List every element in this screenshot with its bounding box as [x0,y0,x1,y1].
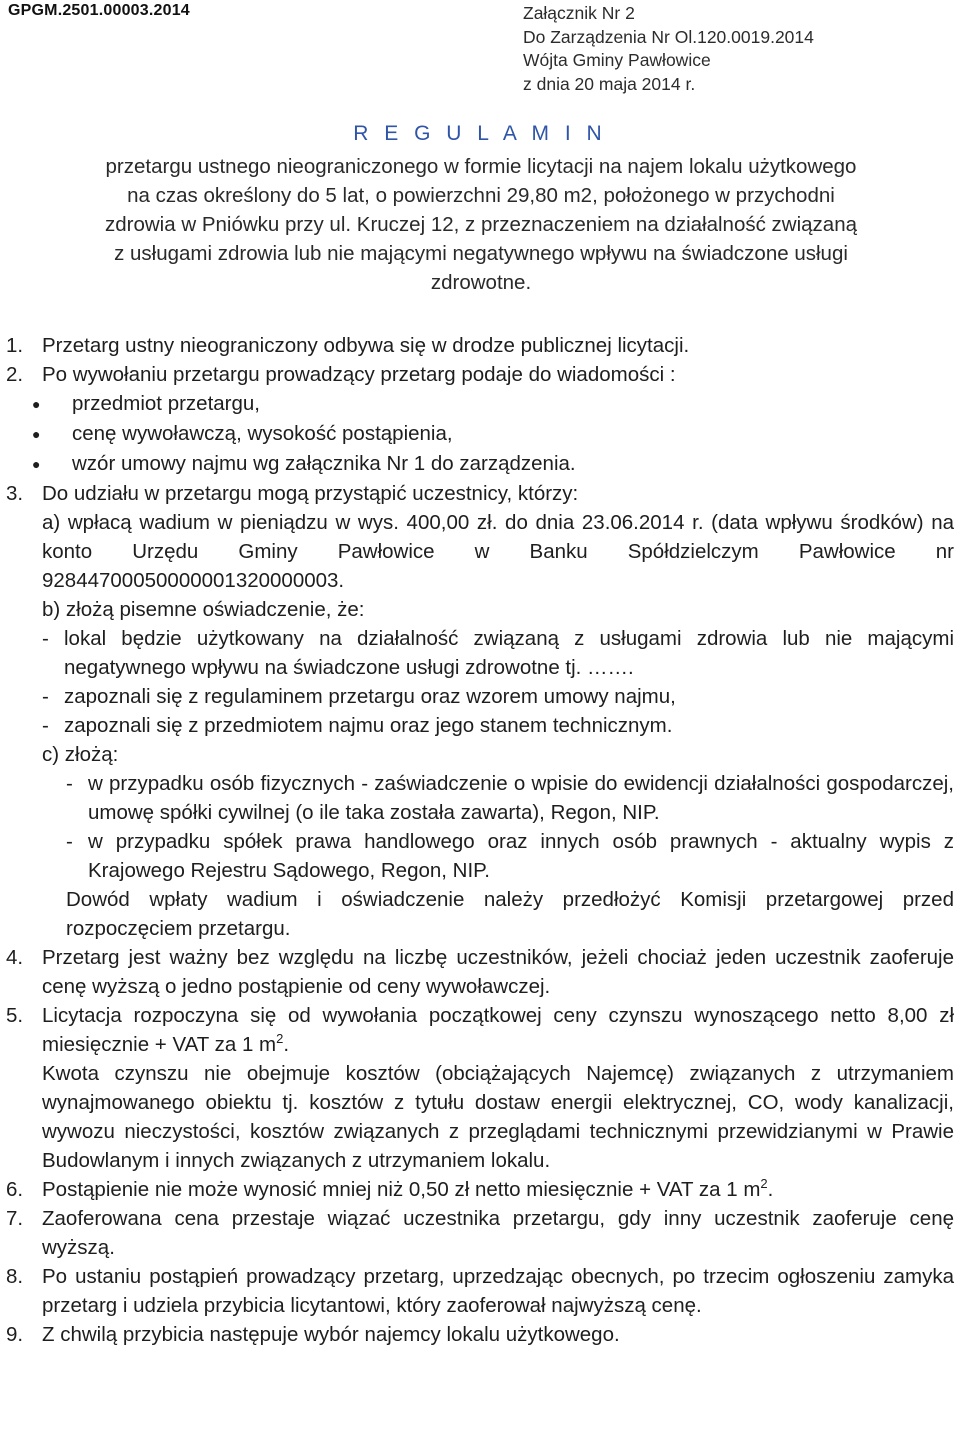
rule-3c-heading: c) złożą: [42,743,119,766]
bullet-text: wzór umowy najmu wg załącznika Nr 1 do zarządzenia. [72,452,576,475]
rule-5-text: Licytacja rozpoczyna się od wywołania początkowej ceny czynszu wynoszącego netto 8,00 zł miesięcznie + VAT za 1 m [42,1004,954,1056]
rule-3b-text: zapoznali się z przedmiotem najmu oraz jego stanem technicznym. [64,714,673,737]
rule-3b-text: lokal będzie użytkowany na działalność związaną z usługami zdrowia lub nie mającymi negatywnego wpływu na świadczone usługi zdrowotne tj. ……. [64,627,954,679]
intro-line: zdrowotne. [430,271,532,294]
dash-marker: - [42,685,49,708]
rule-text [42,1175,954,1204]
dash-marker: - [66,830,73,853]
rule-3b-item [42,682,954,711]
bullet-item [32,389,954,419]
superscript: 2 [760,1176,768,1192]
rule-number: 6. [6,1178,24,1201]
rule-8 [6,1262,954,1320]
rule-text: Po ustaniu postąpień prowadzący przetarg, uprzedzając obecnych, po trzecim ogłoszeniu zamyka przetarg i udziela przybicia licytantowi, który zaoferował najwyższą cenę. [42,1265,954,1317]
bullet-icon: ● [32,396,41,412]
attachment-line: Do Zarządzenia Nr Ol.120.0019.2014 [523,26,814,47]
bullet-item [32,449,954,479]
rule-5 [6,1001,954,1059]
document-reference: GPGM.2501.00003.2014 [8,2,190,19]
rule-text: Do udziału w przetargu mogą przystąpić uczestnicy, którzy: [42,482,579,505]
rule-3 [6,479,954,508]
rule-number: 2. [6,363,24,386]
rule-3c-item [66,827,954,885]
attachment-line: z dnia 20 maja 2014 r. [523,73,696,94]
attachment-line: Wójta Gminy Pawłowice [523,50,711,70]
rule-text: Przetarg jest ważny bez względu na liczbę uczestników, jeżeli chociaż jeden uczestnik zaoferuje cenę wyższą o jedno postąpienie od ceny wywoławczej. [42,946,954,998]
rule-text: Z chwilą przybicia następuje wybór najemcy lokalu użytkowego. [42,1323,620,1346]
rules-body [6,331,954,1349]
dash-marker: - [66,772,73,795]
rule-text [42,1001,954,1059]
rule-1 [6,331,954,360]
rule-number: 1. [6,334,24,357]
rule-number: 7. [6,1207,24,1230]
rule-3c-item [66,769,954,827]
bullet-text: przedmiot przetargu, [72,392,261,415]
superscript: 2 [276,1031,284,1047]
intro-paragraph [6,152,956,297]
bullet-text: cenę wywoławczą, wysokość postąpienia, [72,422,453,445]
rule-number: 3. [6,482,24,505]
rule-3c-note: Dowód wpłaty wadium i oświadczenie należy przedłożyć Komisji przetargowej przed rozpoczęciem przetargu. [66,888,954,940]
rule-3b-item [42,711,954,740]
rule-text: Po wywołaniu przetargu prowadzący przetarg podaje do wiadomości : [42,363,676,386]
rule-3a: a) wpłacą wadium w pieniądzu w wys. 400,00 zł. do dnia 23.06.2014 r. (data wpływu środków) na konto Urzędu Gminy Pawłowice w Banku Spółdzielczym Pawłowice nr 92844700050000001320000003. [42,511,954,592]
intro-line: na czas określony do 5 lat, o powierzchni 29,80 m2, położonego w przychodni [127,184,835,207]
rule-number: 5. [6,1004,24,1027]
rule-number: 9. [6,1323,24,1346]
intro-line: z usługami zdrowia lub nie mającymi negatywnego wpływu na świadczone usługi [114,242,848,265]
rule-3b-heading: b) złożą pisemne oświadczenie, że: [42,598,365,621]
dash-marker: - [42,627,49,650]
bullet-icon: ● [32,426,41,442]
intro-line: przetargu ustnego nieograniczonego w formie licytacji na najem lokalu użytkowego [105,155,857,178]
bullet-item [32,419,954,449]
rule-text: Zaoferowana cena przestaje wiązać uczestnika przetargu, gdy inny uczestnik zaoferuje cenę wyższą. [42,1207,954,1259]
rule-2 [6,360,954,389]
rule-5-continuation: Kwota czynszu nie obejmuje kosztów (obciążających Najemcę) związanych z utrzymaniem wynajmowanego obiektu tj. kosztów z tytułu dostaw energii elektrycznej, CO, wody kanalizacji, wywozu nieczystości, kosztów związanych z przeglądami technicznymi przewidzianymi w Prawie Budowlanym i innych związanych z utrzymaniem lokalu. [42,1062,954,1172]
rule-number: 4. [6,946,24,969]
rule-5-end: . [283,1033,290,1056]
rule-3c-text: w przypadku osób fizycznych - zaświadczenie o wpisie do ewidencji działalności gospodarczej, umowę spółki cywilnej (o ile taka została zawarta), Regon, NIP. [88,772,954,824]
intro-line: zdrowia w Pniówku przy ul. Kruczej 12, z przeznaczeniem na działalność związaną [104,213,857,236]
attachment-info [523,2,814,96]
dash-marker: - [42,714,49,737]
rule-3b-item [42,624,954,682]
rule-6-end: . [767,1178,774,1201]
bullet-icon: ● [32,456,41,472]
rule-3c-text: w przypadku spółek prawa handlowego oraz innych osób prawnych - aktualny wypis z Krajowego Rejestru Sądowego, Regon, NIP. [88,830,954,882]
rule-6 [6,1175,954,1204]
rule-number: 8. [6,1265,24,1288]
rule-6-text: Postąpienie nie może wynosić mniej niż 0,50 zł netto miesięcznie + VAT za 1 m [42,1178,761,1201]
attachment-line: Załącznik Nr 2 [523,3,635,23]
rule-text: Przetarg ustny nieograniczony odbywa się w drodze publicznej licytacji. [42,334,690,357]
document-title: R E G U L A M I N [353,122,607,145]
rule-7 [6,1204,954,1262]
rule-4 [6,943,954,1001]
rule-9 [6,1320,954,1349]
rule-3b-text: zapoznali się z regulaminem przetargu oraz wzorem umowy najmu, [64,685,676,708]
